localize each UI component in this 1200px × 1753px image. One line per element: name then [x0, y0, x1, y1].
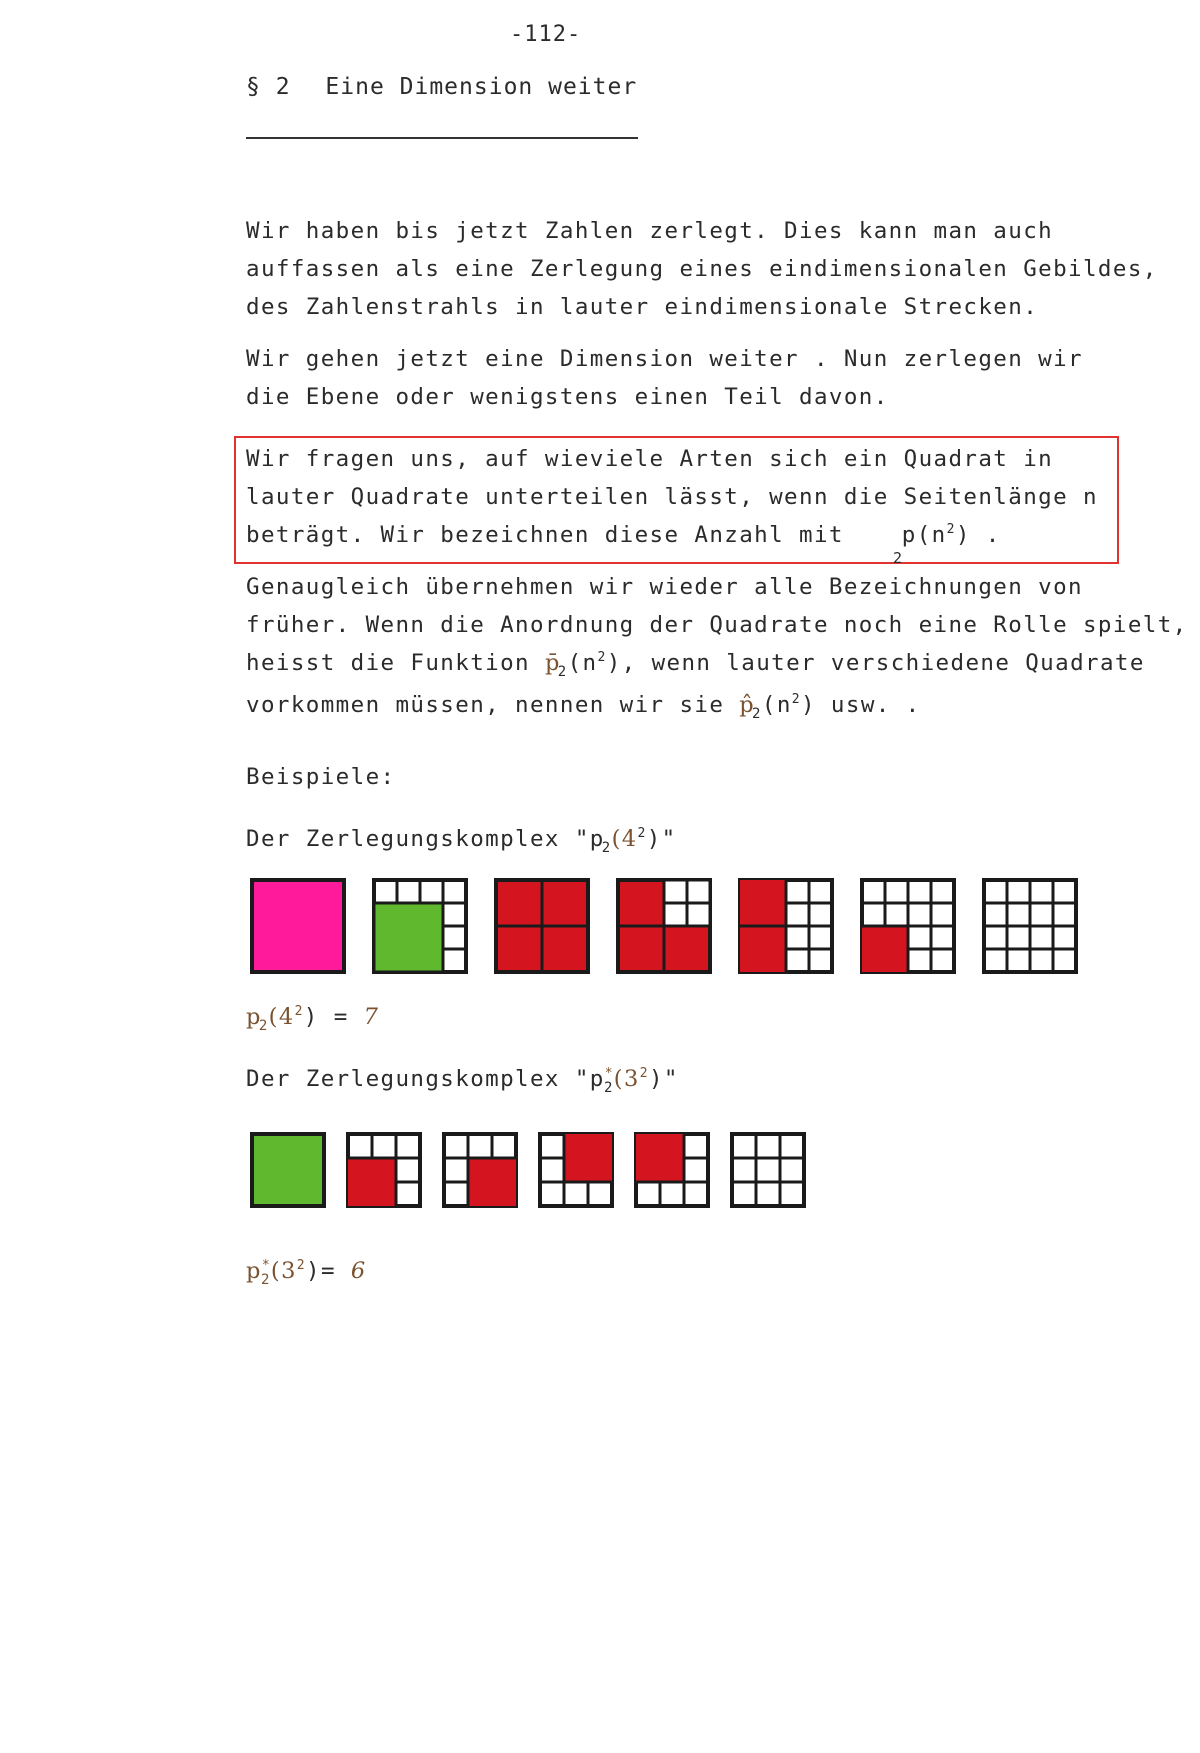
boxed-line-text: beträgt. Wir bezeichnen diese Anzahl mit	[246, 522, 844, 548]
section-title: Eine Dimension weiter	[325, 74, 638, 100]
function-close: ) .	[955, 522, 1001, 548]
function-p-bar: p̄	[544, 650, 561, 676]
decomposition-4-3plus1s	[372, 878, 468, 974]
complex-2-result	[246, 1258, 367, 1288]
text-run: )"	[646, 826, 677, 852]
star: *	[604, 1066, 614, 1081]
examples-label: Beispiele:	[246, 764, 396, 790]
star: *	[261, 1258, 272, 1273]
paragraph-1-line: Wir haben bis jetzt Zahlen zerlegt. Dies kann man auch	[246, 218, 1054, 244]
superscript: 2	[294, 1004, 304, 1019]
paragraph-3-line: Genaugleich übernehmen wir wieder alle Bezeichnungen von	[246, 574, 1083, 600]
text-run: (3	[270, 1258, 297, 1284]
text-run: ), wenn lauter verschiedene Quadrate	[606, 650, 1145, 676]
function-p-hat: p̂	[739, 692, 756, 718]
text-run: (3	[613, 1066, 640, 1092]
superscript: 2	[637, 826, 647, 841]
text-run: Der Zerlegungskomplex "p	[246, 826, 605, 852]
decomposition-4-three-2s	[616, 878, 712, 974]
text-run: ) =	[303, 1004, 364, 1030]
decomposition-3-2-top-left	[634, 1132, 710, 1208]
subscript: 2	[261, 1272, 271, 1288]
paragraph-1	[246, 212, 1158, 326]
paragraph-3	[246, 568, 1188, 728]
result-value: 6	[350, 1258, 367, 1284]
result-value: 7	[363, 1004, 380, 1030]
boxed-paragraph	[246, 440, 1098, 558]
paragraph-3-line: früher. Wenn die Anordnung der Quadrate noch eine Rolle spielt,	[246, 612, 1188, 638]
heading-underline	[246, 137, 638, 139]
decomposition-4-four-2s	[494, 878, 590, 974]
section-symbol: § 2	[246, 74, 291, 100]
text-run: (4	[268, 1004, 295, 1030]
text-run: (n	[567, 650, 598, 676]
superscript: 2	[296, 1258, 307, 1273]
decomposition-3-all-1s	[730, 1132, 806, 1208]
subscript: 2	[601, 840, 612, 856]
text-run: p	[246, 1004, 262, 1030]
paragraph-2	[246, 340, 1083, 416]
paragraph-2-line: Wir gehen jetzt eine Dimension weiter . Nun zerlegen wir	[246, 346, 1083, 372]
decomposition-4-whole	[250, 878, 346, 974]
text-run: )"	[648, 1066, 679, 1092]
text-run: )=	[306, 1258, 351, 1284]
paragraph-3-line	[246, 644, 1188, 686]
complex-2-label	[246, 1066, 679, 1096]
subscript-2: 2	[893, 549, 903, 567]
decomposition-3-2-bottom-left	[346, 1132, 422, 1208]
text-run: p	[246, 1258, 262, 1284]
decomposition-3-2-top-right	[538, 1132, 614, 1208]
decomposition-4-one-2	[860, 878, 956, 974]
boxed-line: lauter Quadrate unterteilen lässt, wenn die Seitenlänge n	[246, 484, 1098, 510]
complex-1-result	[246, 1004, 380, 1034]
superscript: 2	[946, 522, 956, 537]
text-run: vorkommen müssen, nennen wir sie	[246, 692, 725, 718]
text-run: heisst die Funktion	[246, 650, 530, 676]
complex-1-label	[246, 826, 677, 856]
function-p: p(n	[901, 522, 947, 548]
subscript: 2	[258, 1018, 269, 1034]
subscript: 2	[603, 1080, 614, 1096]
subscript: 2	[752, 706, 762, 722]
decomposition-4-two-2s	[738, 878, 834, 974]
superscript: 2	[791, 692, 802, 707]
paragraph-3-line	[246, 686, 1188, 728]
page-number: -112-	[510, 22, 582, 47]
text-run: Der Zerlegungskomplex "p	[246, 1066, 605, 1092]
boxed-line: Wir fragen uns, auf wieviele Arten sich ein Quadrat in	[246, 446, 1054, 472]
decomposition-3-2-bottom-right	[442, 1132, 518, 1208]
paragraph-2-line: die Ebene oder wenigstens einen Teil davon.	[246, 384, 889, 410]
boxed-line	[246, 516, 1098, 558]
paragraph-1-line: auffassen als eine Zerlegung eines eindimensionalen Gebildes,	[246, 256, 1158, 282]
text-run: (4	[611, 826, 638, 852]
section-heading	[246, 74, 637, 100]
text-run: ) usw. .	[801, 692, 921, 718]
superscript: 2	[639, 1066, 649, 1081]
text-run: (n	[761, 692, 792, 718]
decomposition-4-all-1s	[982, 878, 1078, 974]
subscript: 2	[557, 664, 568, 680]
paragraph-1-line: des Zahlenstrahls in lauter eindimensionale Strecken.	[246, 294, 1039, 320]
superscript: 2	[597, 650, 607, 665]
decomposition-3-whole	[250, 1132, 326, 1208]
